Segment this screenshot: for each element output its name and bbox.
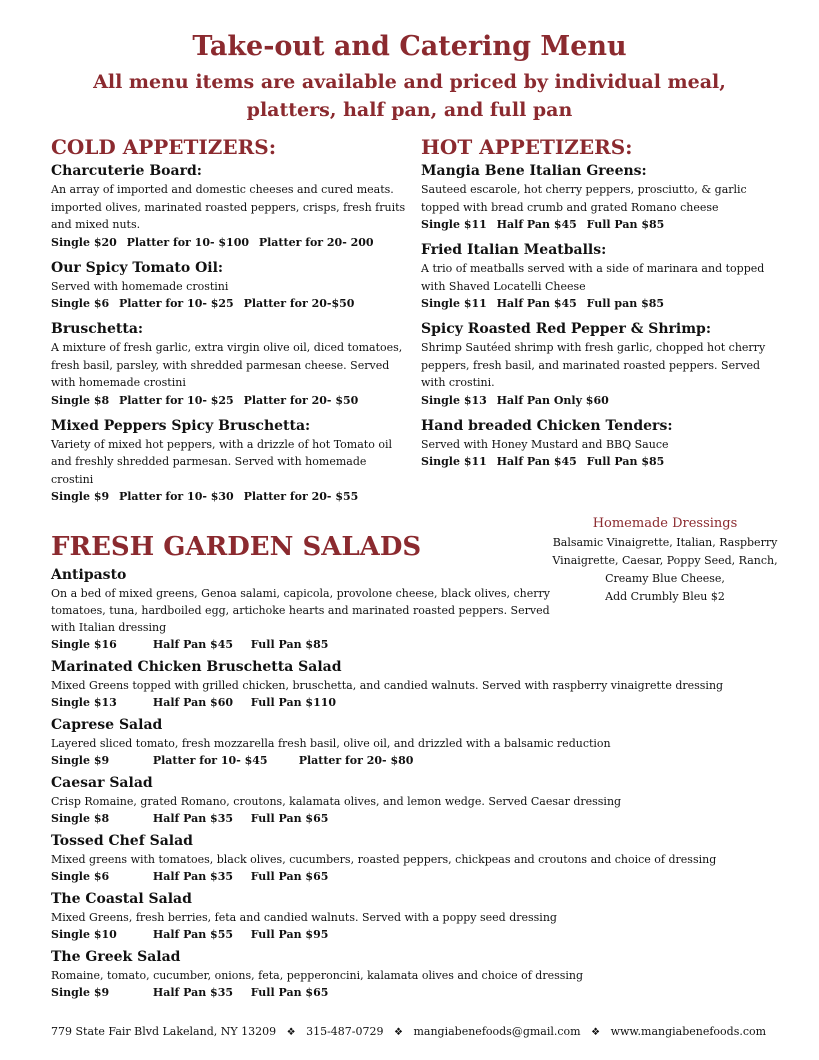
fresh-garden-salads-section	[51, 530, 791, 1006]
item-prices	[421, 392, 781, 409]
menu-item	[51, 832, 791, 885]
item-description: Mixed Greens, fresh berries, feta and candied walnuts. Served with a poppy seed dressing	[51, 911, 557, 924]
hot-appetizers-heading: HOT APPETIZERS:	[421, 135, 633, 159]
item-name: Spicy Roasted Red Pepper & Shrimp:	[421, 321, 711, 337]
price: Half Pan $60	[152, 696, 233, 709]
price: Single $10	[51, 928, 117, 941]
page-title: Take-out and Catering Menu	[192, 31, 627, 62]
price: Half Pan $45	[496, 455, 577, 468]
item-description: A trio of meatballs served with a side of marinara and topped with Shaved Locatelli Cheese	[421, 262, 765, 293]
price: Single $13	[421, 393, 487, 407]
item-name: Caesar Salad	[51, 775, 153, 791]
price: Single $16	[51, 638, 117, 651]
item-description: Served with Honey Mustard and BBQ Sauce	[421, 437, 669, 451]
menu-item	[51, 566, 791, 653]
item-prices	[421, 453, 781, 470]
menu-item	[51, 948, 791, 1001]
item-prices	[51, 636, 791, 653]
price: Full Pan $85	[586, 218, 665, 231]
cold-appetizers-heading: COLD APPETIZERS:	[51, 135, 277, 159]
price: Half Pan Only $60	[496, 393, 609, 407]
price: Full Pan $65	[250, 812, 329, 825]
price: Single $9	[51, 490, 110, 503]
price: Full Pan $95	[250, 928, 329, 941]
diamond-separator-icon: ❖	[394, 1027, 403, 1038]
item-name: Fried Italian Meatballs:	[421, 242, 607, 258]
item-description: Sauteed escarole, hot cherry peppers, prosciutto, & garlic topped with bread crumb and grated Romano cheese	[421, 183, 747, 214]
price: Platter for 10- $25	[118, 297, 234, 310]
price: Full Pan $85	[250, 638, 329, 651]
price: Single $11	[421, 455, 487, 468]
item-name: Antipasto	[51, 567, 127, 583]
price: Platter for 10- $45	[152, 754, 268, 767]
footer-contact	[51, 1023, 791, 1042]
price: Single $6	[51, 870, 110, 883]
item-name: Bruschetta:	[51, 321, 144, 337]
item-name: Mangia Bene Italian Greens:	[421, 163, 647, 179]
menu-item	[421, 320, 781, 409]
price: Platter for 10- $100	[126, 235, 249, 249]
price: Single $6	[51, 297, 110, 310]
hot-appetizers-section	[421, 135, 781, 478]
price: Single $20	[51, 235, 117, 249]
price: Half Pan $55	[152, 928, 233, 941]
price: Platter for 10- $30	[118, 490, 234, 503]
price: Platter for 20- $50	[243, 393, 359, 407]
item-description: An array of imported and domestic cheeses and cured meats. imported olives, marinated roasted peppers, crisps, fresh fruits and mixed nuts.	[51, 183, 406, 231]
item-prices	[51, 234, 411, 251]
price: Half Pan $35	[152, 812, 233, 825]
item-name: Tossed Chef Salad	[51, 833, 193, 849]
item-name: Caprese Salad	[51, 717, 163, 733]
price: Platter for 20- $55	[243, 490, 359, 503]
diamond-separator-icon: ❖	[286, 1027, 296, 1038]
menu-item	[51, 162, 411, 251]
address: 779 State Fair Blvd Lakeland, NY 13209	[51, 1025, 277, 1038]
menu-item	[421, 162, 781, 233]
item-name: Hand breaded Chicken Tenders:	[421, 417, 673, 434]
price: Single $13	[51, 696, 117, 709]
menu-item	[51, 716, 791, 769]
price: Platter for 20-$50	[243, 297, 355, 310]
phone: 315-487-0729	[306, 1025, 384, 1038]
price: Single $8	[51, 812, 110, 825]
item-prices	[51, 868, 791, 885]
item-prices	[51, 752, 791, 769]
menu-item	[51, 890, 791, 943]
item-description: Variety of mixed hot peppers, with a drizzle of hot Tomato oil and freshly shredded parmesan. Served with homemade crostini	[51, 437, 392, 486]
item-prices	[421, 216, 781, 233]
cold-appetizers-section	[51, 135, 411, 513]
price: Half Pan $35	[152, 986, 233, 999]
price: Platter for 10- $25	[118, 393, 234, 407]
item-name: Our Spicy Tomato Oil:	[51, 259, 224, 276]
item-name: The Greek Salad	[51, 949, 181, 965]
dressings-list: Balsamic Vinaigrette, Italian, Raspberry Vinaigrette, Caesar, Poppy Seed, Ranch, Creamy Blue Cheese,	[552, 536, 778, 585]
price: Full Pan $65	[250, 870, 329, 883]
price: Full pan $85	[586, 297, 665, 310]
menu-item	[51, 774, 791, 827]
price: Single $9	[51, 754, 110, 767]
price: Full Pan $110	[250, 696, 337, 709]
item-prices	[51, 488, 411, 505]
menu-header	[0, 30, 819, 124]
item-description: A mixture of fresh garlic, extra virgin olive oil, diced tomatoes, fresh basil, parsley, with shredded parmesan cheese. Served with homemade crostini	[51, 341, 403, 389]
dressings-addon: Add Crumbly Bleu $2	[605, 590, 725, 603]
item-description: On a bed of mixed greens, Genoa salami, capicola, provolone cheese, black olives, cherry tomatoes, tuna, hardboiled egg, artichoke hearts and marinated roasted peppers. Served with Italian dressing	[51, 587, 550, 634]
diamond-separator-icon: ❖	[591, 1027, 601, 1038]
item-description: Shrimp Sautéed shrimp with fresh garlic, chopped hot cherry peppers, fresh basil, and marinated roasted peppers. Served with crostini.	[421, 341, 766, 389]
website-link[interactable]: www.mangiabenefoods.com	[610, 1025, 767, 1038]
salads-heading: FRESH GARDEN SALADS	[51, 532, 422, 562]
dressings-title: Homemade Dressings	[592, 516, 738, 531]
price: Single $11	[421, 297, 487, 310]
price: Single $9	[51, 986, 110, 999]
item-prices	[51, 295, 411, 312]
item-description: Served with homemade crostini	[51, 279, 229, 293]
price: Half Pan $35	[152, 870, 233, 883]
item-description: Mixed Greens topped with grilled chicken, bruschetta, and candied walnuts. Served with raspberry vinaigrette dressing	[51, 679, 724, 692]
page-subtitle: All menu items are available and priced by individual meal, platters, half pan, and full pan	[93, 71, 726, 121]
email-link[interactable]: mangiabenefoods@gmail.com	[413, 1025, 581, 1038]
item-prices	[51, 694, 791, 711]
price: Single $11	[421, 218, 487, 231]
item-name: Marinated Chicken Bruschetta Salad	[51, 659, 342, 675]
price: Half Pan $45	[496, 218, 577, 231]
item-prices	[51, 392, 411, 409]
item-prices	[51, 810, 791, 827]
price: Single $8	[51, 393, 110, 407]
item-name: Charcuterie Board:	[51, 163, 202, 179]
item-name: Mixed Peppers Spicy Bruschetta:	[51, 417, 311, 434]
price: Platter for 20- 200	[258, 235, 374, 249]
price: Half Pan $45	[496, 297, 577, 310]
item-prices	[421, 295, 781, 312]
price: Full Pan $65	[250, 986, 329, 999]
item-description: Romaine, tomato, cucumber, onions, feta, pepperoncini, kalamata olives and choice of dressing	[51, 969, 584, 982]
menu-item	[421, 417, 781, 471]
price: Platter for 20- $80	[298, 754, 414, 767]
item-description: Layered sliced tomato, fresh mozzarella fresh basil, olive oil, and drizzled with a balsamic reduction	[51, 737, 611, 750]
price: Full Pan $85	[586, 455, 665, 468]
item-prices	[51, 984, 791, 1001]
menu-item	[51, 320, 411, 409]
item-description: Crisp Romaine, grated Romano, croutons, kalamata olives, and lemon wedge. Served Caesar dressing	[51, 795, 622, 808]
item-prices	[51, 926, 791, 943]
menu-item	[421, 241, 781, 312]
price: Half Pan $45	[152, 638, 233, 651]
item-name: The Coastal Salad	[51, 891, 192, 907]
item-description: Mixed greens with tomatoes, black olives, cucumbers, roasted peppers, chickpeas and croutons and choice of dressing	[51, 853, 717, 866]
menu-item	[51, 658, 791, 711]
menu-item	[51, 417, 411, 506]
menu-item	[51, 259, 411, 313]
